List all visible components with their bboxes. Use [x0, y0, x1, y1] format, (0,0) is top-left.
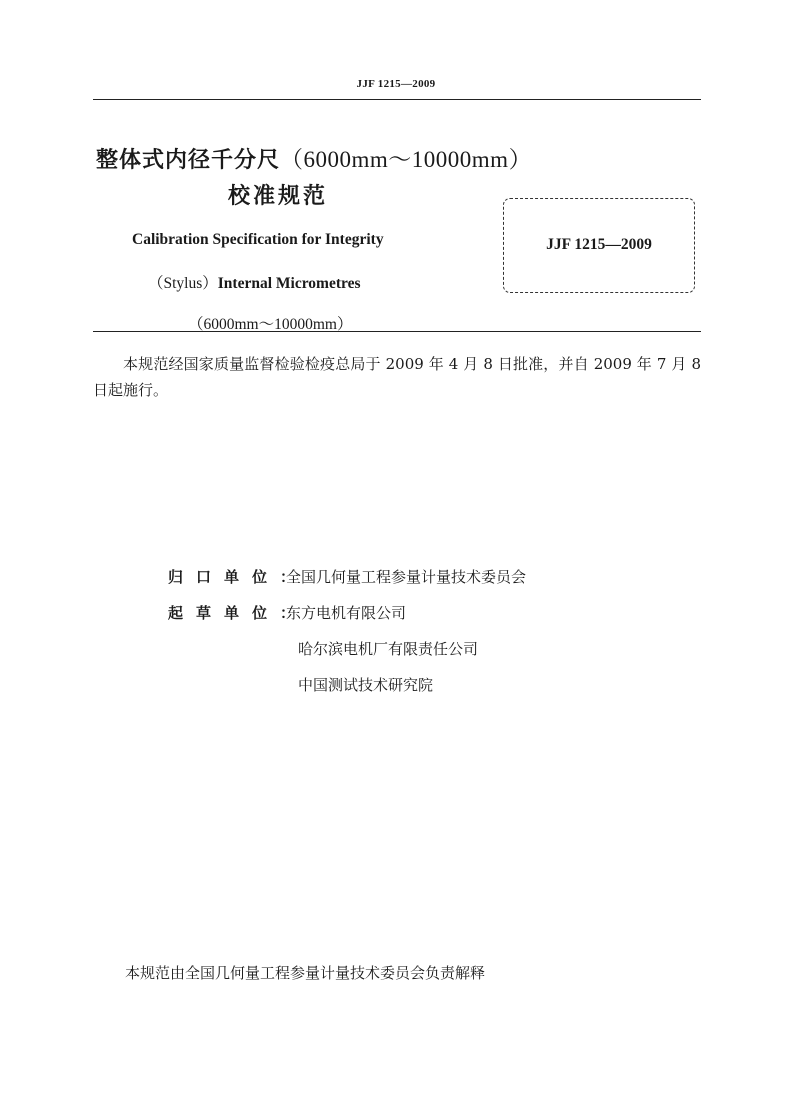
title-chinese-line1 [96, 141, 532, 174]
document-code-box-text: JJF 1215—2009 [546, 236, 652, 253]
drafting-unit-1: 东方电机有限公司 [286, 604, 407, 622]
header-rule [93, 99, 701, 100]
title-english-line2 [148, 271, 361, 293]
title-bottom-rule [93, 331, 701, 332]
responsible-unit-label: 归口单位： [168, 568, 309, 586]
header-document-code: JJF 1215—2009 [356, 78, 436, 90]
title-english-micrometres: Internal Micrometres [217, 275, 361, 292]
drafting-unit-label: 起草单位： [168, 604, 309, 622]
interpretation-note: 本规范由全国几何量工程参量计量技术委员会负责解释 [125, 964, 486, 982]
responsible-unit-row [168, 566, 526, 587]
drafting-unit-row [168, 602, 406, 623]
title-chinese-name: 整体式内径千分尺 [96, 148, 281, 173]
title-english-line1: Calibration Specification for Integrity [132, 231, 384, 248]
responsible-unit-value: 全国几何量工程参量计量技术委员会 [286, 568, 527, 586]
title-chinese-range: （6000mm～10000mm） [280, 147, 533, 172]
title-english-range: （6000mm～10000mm） [188, 316, 353, 333]
drafting-unit-2: 哈尔滨电机厂有限责任公司 [298, 640, 479, 658]
title-english-stylus: （Stylus） [148, 275, 218, 292]
drafting-unit-3: 中国测试技术研究院 [298, 676, 434, 694]
approval-statement: 本规范经国家质量监督检验检疫总局于 2009 年 4 月 8 日批准，并自 2009 年 7 月 8 日起施行。 [93, 355, 701, 399]
title-chinese-line2: 校准规范 [228, 184, 329, 209]
